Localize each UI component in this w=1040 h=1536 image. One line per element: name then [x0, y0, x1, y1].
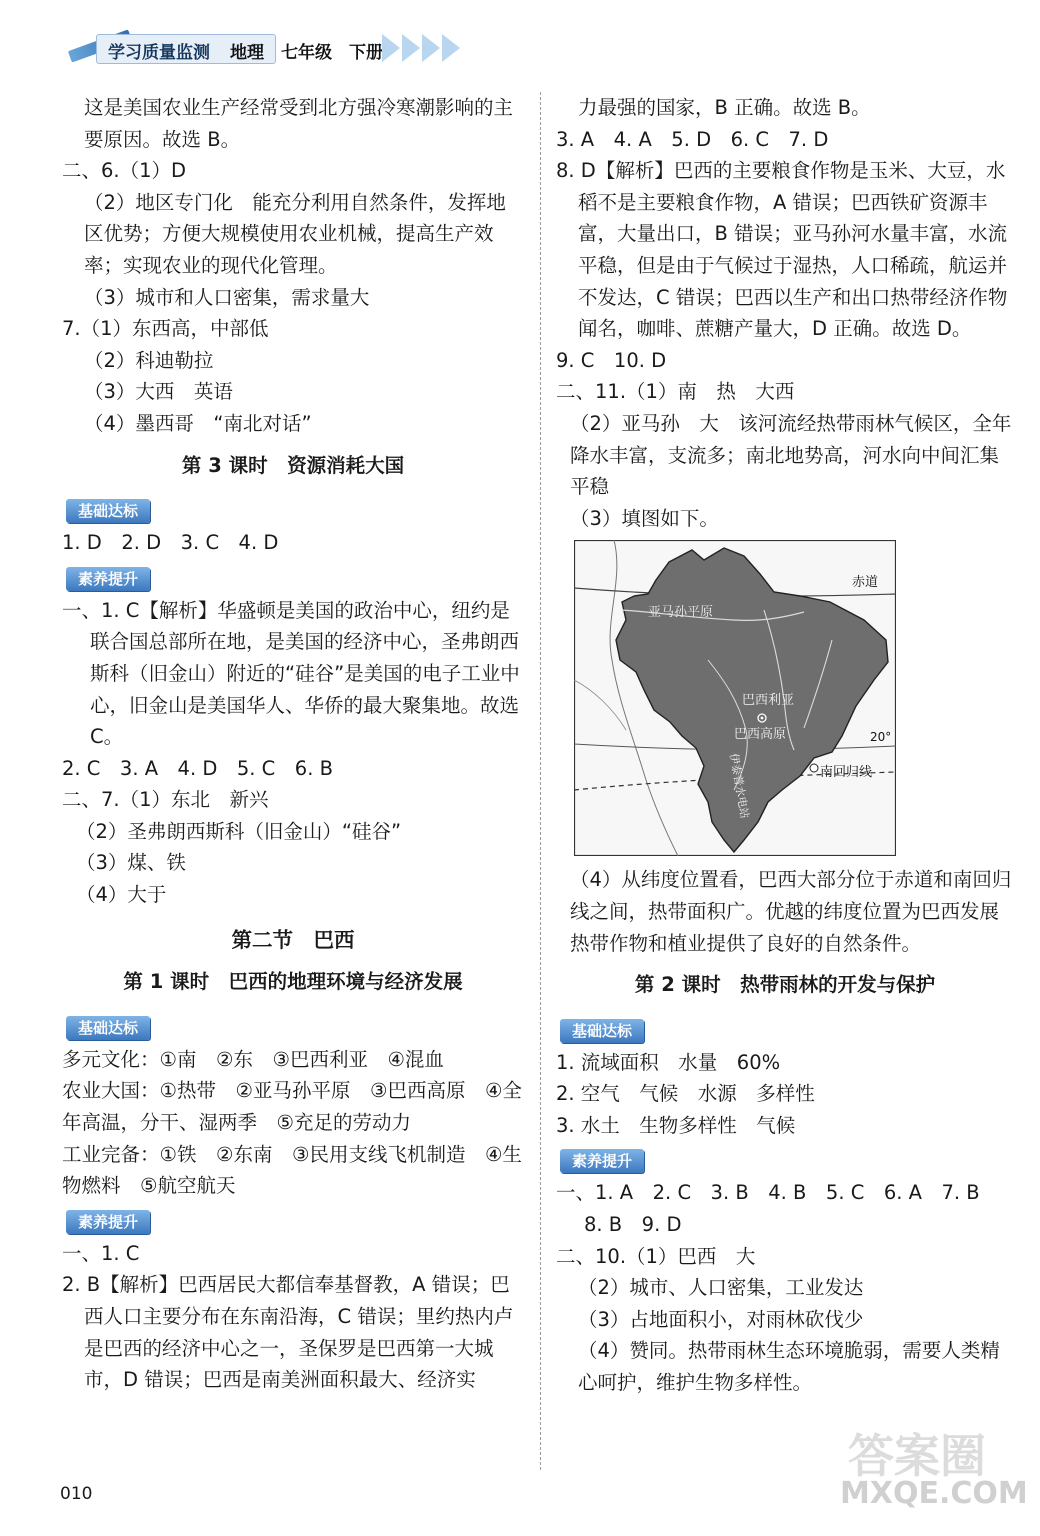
lesson-heading: 第 3 课时 资源消耗大国: [181, 453, 405, 477]
answer-text: 7.（1）东西高，中部低: [62, 317, 269, 341]
answer-text: （3）占地面积小，对雨林砍伐少: [578, 1307, 864, 1331]
section-badge-basic: 基础达标: [66, 1016, 150, 1040]
highland-label: 巴西高原: [734, 727, 787, 743]
answer-text: 2. 空气 气候 水源 多样性: [556, 1082, 815, 1106]
chevron-right-icon: [382, 34, 400, 62]
left-column: [62, 92, 524, 1396]
answer-text: 多元文化：①南 ②东 ③巴西利亚 ④混血: [62, 1047, 444, 1071]
watermark-logo: [840, 1420, 1030, 1520]
answer-text: （2）亚马孙 大 该河流经热带雨林气候区，全年降水丰富，支流多；南北地势高，河水向中间汇集 平稳: [570, 411, 1019, 499]
answer-text: 3. A 4. A 5. D 6. C 7. D: [556, 127, 829, 151]
chevron-right-icon: [422, 34, 440, 62]
answer-text: （3）城市和人口密集，需求量大: [84, 285, 370, 309]
answer-text: （3）煤、铁: [76, 851, 186, 875]
answer-text: 工业完备：①铁 ②东南 ③民用支线飞机制造 ④生物燃料 ⑤航空航天: [62, 1142, 522, 1198]
answer-text: （2）圣弗朗西斯科（旧金山）“硅谷”: [76, 819, 402, 843]
answer-text: 1. D 2. D 3. C 4. D: [62, 531, 279, 555]
answer-text: （4）大于: [76, 883, 167, 907]
answer-text: 农业大国：①热带 ②亚马孙平原 ③巴西高原 ④全年高温，分干、湿两季 ⑤充足的劳动力: [62, 1079, 522, 1135]
section-badge-basic: 基础达标: [66, 499, 150, 523]
section-badge-improve: 素养提升: [560, 1149, 644, 1173]
header-title: 学习质量监测: [108, 43, 210, 63]
header-subtitle: 地理 七年级 下册: [230, 43, 383, 63]
section-badge-improve: 素养提升: [66, 567, 150, 591]
answer-text: 8. D【解析】巴西的主要粮食作物是玉米、大豆，水稻不是主要粮食作物，A 错误；巴西铁矿资源丰富，大量出口，B 错误；亚马孙河水量丰富，水流平稳，但是由于气候过于湿热，人口稀疏，航运并不发达，C 错误；巴西以生产和出口热带经济作物闻名，咖啡、蔗糖产量大，D 正确。故选 D。: [556, 159, 1008, 341]
amazon-label: 亚马孙平原: [648, 605, 714, 621]
answer-text: 二、11.（1）南 热 大西: [556, 380, 795, 404]
answer-text: 二、10.（1）巴西 大: [556, 1244, 756, 1268]
page-header: [62, 30, 482, 66]
answer-text: 二、6.（1）D: [62, 159, 187, 183]
chevron-right-icon: [442, 34, 460, 62]
right-column: [556, 92, 1019, 1399]
answer-text: （4）从纬度位置看，巴西大部分位于赤道和南回归线之间，热带面积广。优越的纬度位置为巴西发展热带作物和植业提供了良好的自然条件。: [570, 868, 1012, 955]
brazil-map-svg: [574, 540, 896, 856]
equator-label: 赤道: [852, 575, 879, 591]
column-divider: [540, 92, 541, 1470]
city-marker-icon: [810, 764, 818, 772]
answer-text: 一、1. C【解析】华盛顿是美国的政治中心，纽约是联合国总部所在地，是美国的经济中心，圣弗朗西斯科（旧金山）附近的“硅谷”是美国的电子工业中心，旧金山是美国华人、华侨的最大聚集地。故选 C。: [62, 598, 526, 749]
page-number: 010: [60, 1484, 93, 1504]
lesson-heading: 第 1 课时 巴西的地理环境与经济发展: [123, 970, 463, 994]
answer-text: 2. B【解析】巴西居民大都信奉基督教，A 错误；巴西人口主要分布在东南沿海，C 错误；里约热内卢是巴西的经济中心之一，圣保罗是巴西第一大城市，D 错误；巴西是南美洲面积最大、经济实: [62, 1273, 514, 1392]
chevron-right-icon: [402, 34, 420, 62]
brazil-map: [574, 540, 896, 856]
answer-text: 一、1. A 2. C 3. B 4. B 5. C 6. A 7. B 8. B 9. D: [556, 1181, 1000, 1237]
answer-text: （3）填图如下。: [570, 506, 719, 530]
lat20-label: 20°: [870, 730, 892, 745]
section-badge-improve: 素养提升: [66, 1210, 150, 1234]
answer-text: 二、7.（1）东北 新兴: [62, 788, 269, 812]
answer-text: 力最强的国家，B 正确。故选 B。: [578, 96, 871, 119]
answer-text: 一、1. C: [62, 1241, 140, 1265]
section-heading: 第二节 巴西: [231, 927, 355, 952]
answer-text: （2）地区专门化 能充分利用自然条件，发挥地区优势；方便大规模使用农业机械，提高生产效率；实现农业的现代化管理。: [84, 190, 506, 277]
watermark-url: MXQE.COM: [840, 1476, 1028, 1511]
tropic-label: 南回归线: [820, 765, 873, 781]
section-badge-basic: 基础达标: [560, 1019, 644, 1043]
capital-marker-icon: [761, 717, 764, 720]
answer-text: 3. 水土 生物多样性 气候: [556, 1113, 796, 1137]
river-station-label: 伊泰普水电站: [727, 752, 752, 820]
answer-text: 这是美国农业生产经常受到北方强冷寒潮影响的主要原因。故选 B。: [84, 96, 514, 151]
lesson-heading: 第 2 课时 热带雨林的开发与保护: [634, 973, 936, 997]
answer-text: （4）赞同。热带雨林生态环境脆弱，需要人类精心呵护，维护生物多样性。: [578, 1339, 1000, 1395]
answer-text: 1. 流域面积 水量 60%: [556, 1050, 781, 1074]
answer-text: （2）科迪勒拉: [84, 348, 214, 372]
answer-text: （3）大西 英语: [84, 380, 233, 404]
answer-text: （2）城市、人口密集，工业发达: [578, 1276, 864, 1300]
watermark-title: 答案圈: [848, 1429, 986, 1483]
brasilia-label: 巴西利亚: [742, 693, 795, 709]
answer-text: 9. C 10. D: [556, 348, 667, 372]
answer-text: （4）墨西哥 “南北对话”: [84, 411, 312, 435]
answer-text: 2. C 3. A 4. D 5. C 6. B: [62, 756, 333, 780]
